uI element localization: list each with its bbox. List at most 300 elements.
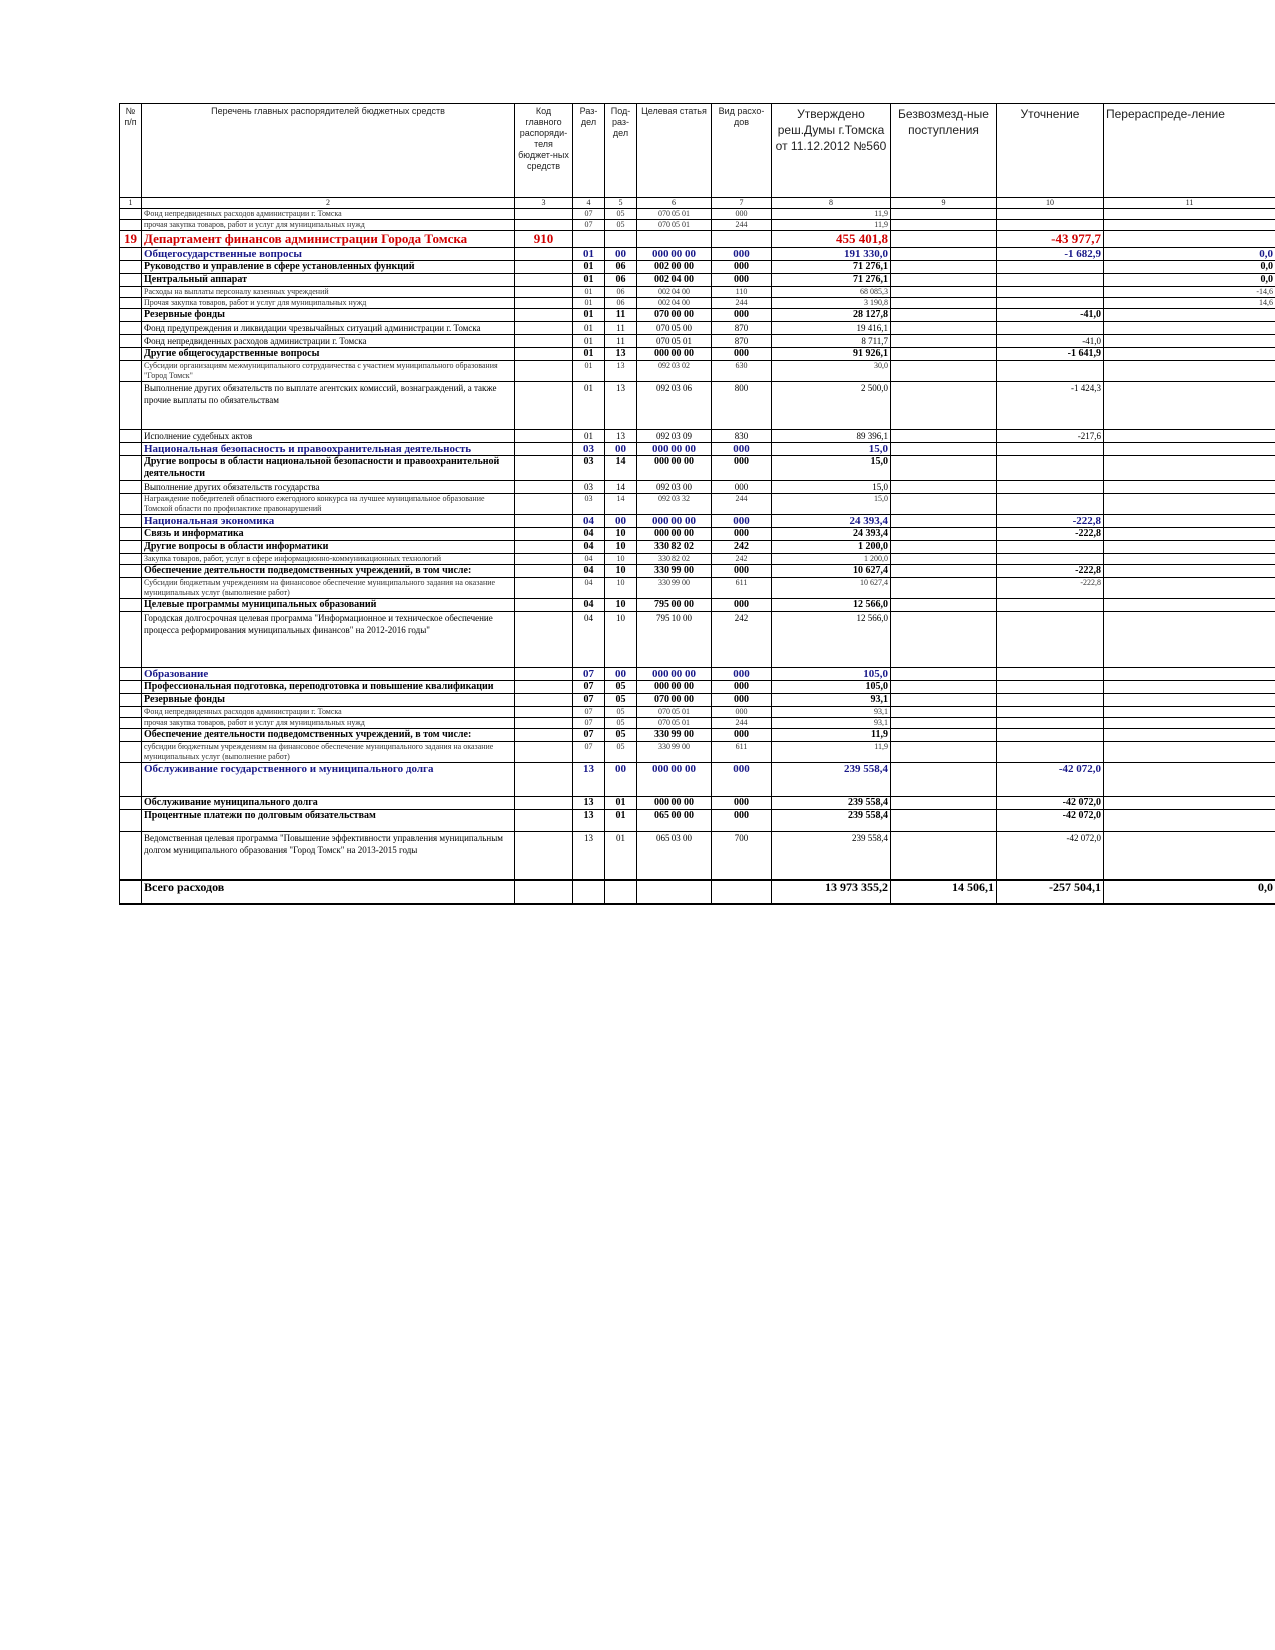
table-row: [120, 231, 1275, 248]
row-number: [120, 742, 142, 763]
row-bezv: [891, 443, 997, 456]
row-name: Национальная безопасность и правоохранительная деятельность: [142, 443, 515, 456]
row-code: 910: [515, 231, 573, 248]
row-utoch: -222,8: [997, 515, 1104, 528]
row-name: прочая закупка товаров, работ и услуг для муниципальных нужд: [142, 220, 515, 231]
row-name: Руководство и управление в сфере установленных функций: [142, 261, 515, 274]
row-name: Департамент финансов администрации Города Томска: [142, 231, 515, 248]
row-podrazdel: 10: [605, 528, 637, 541]
row-pereras: [1104, 612, 1275, 668]
row-pereras: 0,0: [1104, 261, 1275, 274]
row-approved: 105,0: [772, 681, 891, 694]
total-empty-cell: [637, 880, 712, 904]
row-approved: 93,1: [772, 707, 891, 718]
row-code: [515, 810, 573, 832]
table-row: [120, 456, 1275, 481]
row-utoch: [997, 456, 1104, 481]
row-statya: 070 05 00: [637, 322, 712, 335]
row-approved: 93,1: [772, 718, 891, 729]
row-statya: 000 00 00: [637, 515, 712, 528]
row-podrazdel: 05: [605, 742, 637, 763]
row-razdel: 07: [573, 681, 605, 694]
row-number: [120, 694, 142, 707]
row-pereras: [1104, 220, 1275, 231]
row-code: [515, 261, 573, 274]
row-name: Другие вопросы в области национальной безопасности и правоохранительной деятельности: [142, 456, 515, 481]
row-razdel: 01: [573, 309, 605, 322]
row-razdel: 07: [573, 707, 605, 718]
row-podrazdel: 01: [605, 810, 637, 832]
row-podrazdel: 13: [605, 382, 637, 430]
row-statya: 070 05 01: [637, 220, 712, 231]
row-approved: 12 566,0: [772, 599, 891, 612]
row-statya: 092 03 32: [637, 494, 712, 515]
row-name: Обслуживание муниципального долга: [142, 797, 515, 810]
row-pereras: [1104, 361, 1275, 382]
row-code: [515, 599, 573, 612]
row-statya: 330 82 02: [637, 554, 712, 565]
row-razdel: 04: [573, 528, 605, 541]
row-utoch: -217,6: [997, 430, 1104, 443]
row-approved: 191 330,0: [772, 248, 891, 261]
row-utoch: [997, 554, 1104, 565]
row-name: Процентные платежи по долговым обязательствам: [142, 810, 515, 832]
row-name: Профессиональная подготовка, переподготовка и повышение квалификации: [142, 681, 515, 694]
row-bezv: [891, 797, 997, 810]
row-number: [120, 220, 142, 231]
row-vid: 000: [712, 528, 772, 541]
row-number: [120, 322, 142, 335]
row-pereras: [1104, 718, 1275, 729]
row-number: [120, 810, 142, 832]
row-utoch: [997, 494, 1104, 515]
row-razdel: 13: [573, 763, 605, 797]
row-podrazdel: 06: [605, 287, 637, 298]
row-vid: 870: [712, 322, 772, 335]
row-utoch: -222,8: [997, 578, 1104, 599]
row-approved: 2 500,0: [772, 382, 891, 430]
column-number-cell: 4: [573, 198, 605, 209]
row-podrazdel: 01: [605, 832, 637, 880]
row-statya: 000 00 00: [637, 797, 712, 810]
row-approved: 239 558,4: [772, 763, 891, 797]
row-razdel: 01: [573, 348, 605, 361]
row-statya: 330 99 00: [637, 565, 712, 578]
row-pereras: [1104, 209, 1275, 220]
row-razdel: 04: [573, 515, 605, 528]
row-name: Другие вопросы в области информатики: [142, 541, 515, 554]
row-approved: 239 558,4: [772, 832, 891, 880]
table-row: [120, 515, 1275, 528]
row-pereras: [1104, 348, 1275, 361]
row-utoch: -1 424,3: [997, 382, 1104, 430]
row-pereras: [1104, 481, 1275, 494]
row-code: [515, 578, 573, 599]
row-bezv: [891, 681, 997, 694]
column-number-cell: 11: [1104, 198, 1275, 209]
row-approved: 3 190,8: [772, 298, 891, 309]
row-name: прочая закупка товаров, работ и услуг для муниципальных нужд: [142, 718, 515, 729]
row-pereras: [1104, 335, 1275, 348]
row-approved: 12 566,0: [772, 612, 891, 668]
row-bezv: [891, 494, 997, 515]
row-statya: 330 99 00: [637, 742, 712, 763]
row-podrazdel: 13: [605, 361, 637, 382]
row-approved: 15,0: [772, 481, 891, 494]
row-razdel: 07: [573, 694, 605, 707]
row-code: [515, 309, 573, 322]
row-pereras: [1104, 668, 1275, 681]
row-approved: 11,9: [772, 220, 891, 231]
row-bezv: [891, 261, 997, 274]
row-bezv: [891, 742, 997, 763]
row-utoch: [997, 599, 1104, 612]
row-number: [120, 541, 142, 554]
row-pereras: [1104, 810, 1275, 832]
row-vid: 242: [712, 541, 772, 554]
row-pereras: [1104, 797, 1275, 810]
row-statya: 000 00 00: [637, 443, 712, 456]
row-code: [515, 681, 573, 694]
table-row: [120, 578, 1275, 599]
row-code: [515, 335, 573, 348]
row-pereras: [1104, 528, 1275, 541]
row-approved: 15,0: [772, 494, 891, 515]
table-row: [120, 481, 1275, 494]
table-row: [120, 612, 1275, 668]
row-vid: 000: [712, 456, 772, 481]
row-pereras: 14,6: [1104, 298, 1275, 309]
row-utoch: [997, 541, 1104, 554]
row-podrazdel: 10: [605, 541, 637, 554]
row-approved: 11,9: [772, 209, 891, 220]
table-row: [120, 274, 1275, 287]
row-podrazdel: 06: [605, 298, 637, 309]
row-pereras: [1104, 456, 1275, 481]
row-number: [120, 430, 142, 443]
row-pereras: 0,0: [1104, 274, 1275, 287]
row-utoch: [997, 261, 1104, 274]
row-number: [120, 612, 142, 668]
row-name: Обеспечение деятельности подведомственных учреждений, в том числе:: [142, 565, 515, 578]
total-empty-cell: [605, 880, 637, 904]
row-podrazdel: 05: [605, 209, 637, 220]
row-name: Фонд непредвиденных расходов администрации г. Томска: [142, 209, 515, 220]
row-statya: 070 05 01: [637, 718, 712, 729]
row-number: 19: [120, 231, 142, 248]
row-code: [515, 494, 573, 515]
row-statya: 000 00 00: [637, 681, 712, 694]
row-statya: 795 10 00: [637, 612, 712, 668]
row-utoch: [997, 681, 1104, 694]
row-number: [120, 832, 142, 880]
table-row: [120, 599, 1275, 612]
row-number: [120, 668, 142, 681]
table-row: [120, 298, 1275, 309]
row-approved: 11,9: [772, 742, 891, 763]
row-code: [515, 565, 573, 578]
row-vid: 000: [712, 797, 772, 810]
table-row: [120, 810, 1275, 832]
row-approved: 19 416,1: [772, 322, 891, 335]
row-podrazdel: 05: [605, 681, 637, 694]
row-approved: 68 085,3: [772, 287, 891, 298]
row-name: Фонд предупреждения и ликвидации чрезвычайных ситуаций администрации г. Томска: [142, 322, 515, 335]
row-podrazdel: 11: [605, 335, 637, 348]
header-col-pereras: Перераспреде-ление: [1104, 104, 1275, 198]
table-row: [120, 707, 1275, 718]
row-razdel: 01: [573, 287, 605, 298]
row-utoch: -41,0: [997, 335, 1104, 348]
row-approved: 24 393,4: [772, 515, 891, 528]
row-bezv: [891, 832, 997, 880]
row-name: Расходы на выплаты персоналу казенных учреждений: [142, 287, 515, 298]
row-code: [515, 348, 573, 361]
row-pereras: [1104, 515, 1275, 528]
row-podrazdel: 00: [605, 763, 637, 797]
row-code: [515, 443, 573, 456]
column-number-cell: 3: [515, 198, 573, 209]
row-pereras: [1104, 763, 1275, 797]
table-row: [120, 248, 1275, 261]
row-statya: 002 04 00: [637, 274, 712, 287]
row-bezv: [891, 274, 997, 287]
row-utoch: -42 072,0: [997, 810, 1104, 832]
row-utoch: -42 072,0: [997, 797, 1104, 810]
column-number-cell: 2: [142, 198, 515, 209]
row-podrazdel: 11: [605, 322, 637, 335]
row-approved: 89 396,1: [772, 430, 891, 443]
table-row: [120, 287, 1275, 298]
row-bezv: [891, 599, 997, 612]
row-vid: 830: [712, 430, 772, 443]
row-pereras: [1104, 494, 1275, 515]
row-vid: 244: [712, 494, 772, 515]
row-utoch: -1 641,9: [997, 348, 1104, 361]
table-row: [120, 718, 1275, 729]
row-vid: 800: [712, 382, 772, 430]
row-vid: 000: [712, 261, 772, 274]
row-bezv: [891, 220, 997, 231]
row-approved: 105,0: [772, 668, 891, 681]
row-podrazdel: 05: [605, 707, 637, 718]
row-utoch: [997, 742, 1104, 763]
row-bezv: [891, 209, 997, 220]
row-code: [515, 515, 573, 528]
header-col-approved: Утверждено реш.Думы г.Томска от 11.12.2012 №560: [772, 104, 891, 198]
row-name: Городская долгосрочная целевая программа "Информационное и техническое обеспечение процесса реформирования муниципальных финансов" на 2012-2016 годы": [142, 612, 515, 668]
row-utoch: [997, 209, 1104, 220]
row-statya: 002 04 00: [637, 298, 712, 309]
row-bezv: [891, 707, 997, 718]
row-number: [120, 797, 142, 810]
row-bezv: [891, 541, 997, 554]
row-statya: 092 03 06: [637, 382, 712, 430]
row-number: [120, 261, 142, 274]
row-code: [515, 797, 573, 810]
column-number-cell: 10: [997, 198, 1104, 209]
row-number: [120, 707, 142, 718]
row-razdel: 07: [573, 729, 605, 742]
row-podrazdel: 05: [605, 694, 637, 707]
row-pereras: [1104, 430, 1275, 443]
row-podrazdel: 14: [605, 494, 637, 515]
table-row: [120, 348, 1275, 361]
row-razdel: 01: [573, 298, 605, 309]
row-number: [120, 248, 142, 261]
table-row: [120, 681, 1275, 694]
row-statya: 092 03 09: [637, 430, 712, 443]
row-vid: 000: [712, 481, 772, 494]
row-bezv: [891, 565, 997, 578]
row-number: [120, 481, 142, 494]
row-podrazdel: 01: [605, 797, 637, 810]
row-bezv: [891, 763, 997, 797]
row-pereras: [1104, 707, 1275, 718]
row-vid: 630: [712, 361, 772, 382]
row-bezv: [891, 335, 997, 348]
table-row: [120, 528, 1275, 541]
row-podrazdel: [605, 231, 637, 248]
row-razdel: 13: [573, 832, 605, 880]
column-number-cell: 1: [120, 198, 142, 209]
row-number: [120, 599, 142, 612]
row-pereras: [1104, 578, 1275, 599]
row-podrazdel: 13: [605, 430, 637, 443]
row-bezv: [891, 528, 997, 541]
row-bezv: [891, 322, 997, 335]
row-approved: 28 127,8: [772, 309, 891, 322]
row-code: [515, 322, 573, 335]
row-razdel: 04: [573, 541, 605, 554]
row-pereras: [1104, 681, 1275, 694]
row-name: Обеспечение деятельности подведомственных учреждений, в том числе:: [142, 729, 515, 742]
row-statya: 070 00 00: [637, 694, 712, 707]
row-razdel: 03: [573, 443, 605, 456]
row-name: Общегосударственные вопросы: [142, 248, 515, 261]
row-bezv: [891, 382, 997, 430]
row-bezv: [891, 554, 997, 565]
row-vid: 000: [712, 348, 772, 361]
header-col-podrazdel: Под-раз-дел: [605, 104, 637, 198]
row-number: [120, 729, 142, 742]
row-bezv: [891, 309, 997, 322]
row-podrazdel: 10: [605, 565, 637, 578]
row-podrazdel: 00: [605, 515, 637, 528]
row-utoch: [997, 361, 1104, 382]
row-bezv: [891, 810, 997, 832]
table-row: [120, 361, 1275, 382]
row-podrazdel: 14: [605, 481, 637, 494]
row-razdel: 04: [573, 599, 605, 612]
row-bezv: [891, 231, 997, 248]
row-number: [120, 578, 142, 599]
table-row: [120, 832, 1275, 880]
row-podrazdel: 00: [605, 248, 637, 261]
row-statya: 065 03 00: [637, 832, 712, 880]
row-name: Центральный аппарат: [142, 274, 515, 287]
row-number: [120, 565, 142, 578]
row-razdel: 04: [573, 578, 605, 599]
row-vid: [712, 231, 772, 248]
row-name: Обслуживание государственного и муниципального долга: [142, 763, 515, 797]
row-utoch: [997, 287, 1104, 298]
row-statya: 330 99 00: [637, 578, 712, 599]
row-utoch: [997, 443, 1104, 456]
row-razdel: 01: [573, 361, 605, 382]
table-row: [120, 742, 1275, 763]
row-number: [120, 348, 142, 361]
row-podrazdel: 05: [605, 718, 637, 729]
table-row: [120, 729, 1275, 742]
row-vid: 000: [712, 309, 772, 322]
row-utoch: [997, 668, 1104, 681]
row-name: Выполнение других обязательств по выплате агентских комиссий, вознаграждений, а также прочие выплаты по обязательствам: [142, 382, 515, 430]
row-code: [515, 287, 573, 298]
row-statya: 070 00 00: [637, 309, 712, 322]
column-number-cell: 8: [772, 198, 891, 209]
table-body: [120, 209, 1275, 880]
row-vid: 000: [712, 763, 772, 797]
table-row: [120, 554, 1275, 565]
row-vid: 000: [712, 707, 772, 718]
row-code: [515, 707, 573, 718]
header-col-no: № п/п: [120, 104, 142, 198]
column-number-cell: 5: [605, 198, 637, 209]
row-statya: 330 82 02: [637, 541, 712, 554]
row-pereras: [1104, 309, 1275, 322]
row-bezv: [891, 729, 997, 742]
row-podrazdel: 10: [605, 599, 637, 612]
row-number: [120, 528, 142, 541]
total-pereras: 0,0: [1104, 880, 1275, 904]
row-pereras: [1104, 231, 1275, 248]
total-label: Всего расходов: [142, 880, 515, 904]
row-vid: 000: [712, 209, 772, 220]
row-name: Национальная экономика: [142, 515, 515, 528]
table-row: [120, 797, 1275, 810]
row-name: Ведомственная целевая программа "Повышение эффективности управления муниципальным долгом муниципального образования "Город Томск" на 2013-2015 годы: [142, 832, 515, 880]
row-name: Фонд непредвиденных расходов администрации г. Томска: [142, 707, 515, 718]
total-bezv: 14 506,1: [891, 880, 997, 904]
header-row: [120, 104, 1275, 198]
row-razdel: 01: [573, 335, 605, 348]
row-razdel: 03: [573, 494, 605, 515]
row-statya: 002 00 00: [637, 261, 712, 274]
row-podrazdel: 11: [605, 309, 637, 322]
row-code: [515, 729, 573, 742]
row-approved: 8 711,7: [772, 335, 891, 348]
row-pereras: [1104, 554, 1275, 565]
row-name: Образование: [142, 668, 515, 681]
row-vid: 000: [712, 729, 772, 742]
row-name: субсидии бюджетным учреждениям на финансовое обеспечение муниципального задания на оказание муниципальных услуг (выполнение работ): [142, 742, 515, 763]
table-row: [120, 565, 1275, 578]
row-statya: 000 00 00: [637, 248, 712, 261]
row-code: [515, 274, 573, 287]
row-statya: 000 00 00: [637, 528, 712, 541]
row-name: Выполнение других обязательств государства: [142, 481, 515, 494]
row-vid: 000: [712, 274, 772, 287]
row-bezv: [891, 578, 997, 599]
row-razdel: 03: [573, 481, 605, 494]
row-code: [515, 832, 573, 880]
row-number: [120, 335, 142, 348]
row-approved: 1 200,0: [772, 541, 891, 554]
row-code: [515, 481, 573, 494]
table-row: [120, 335, 1275, 348]
row-vid: 000: [712, 599, 772, 612]
